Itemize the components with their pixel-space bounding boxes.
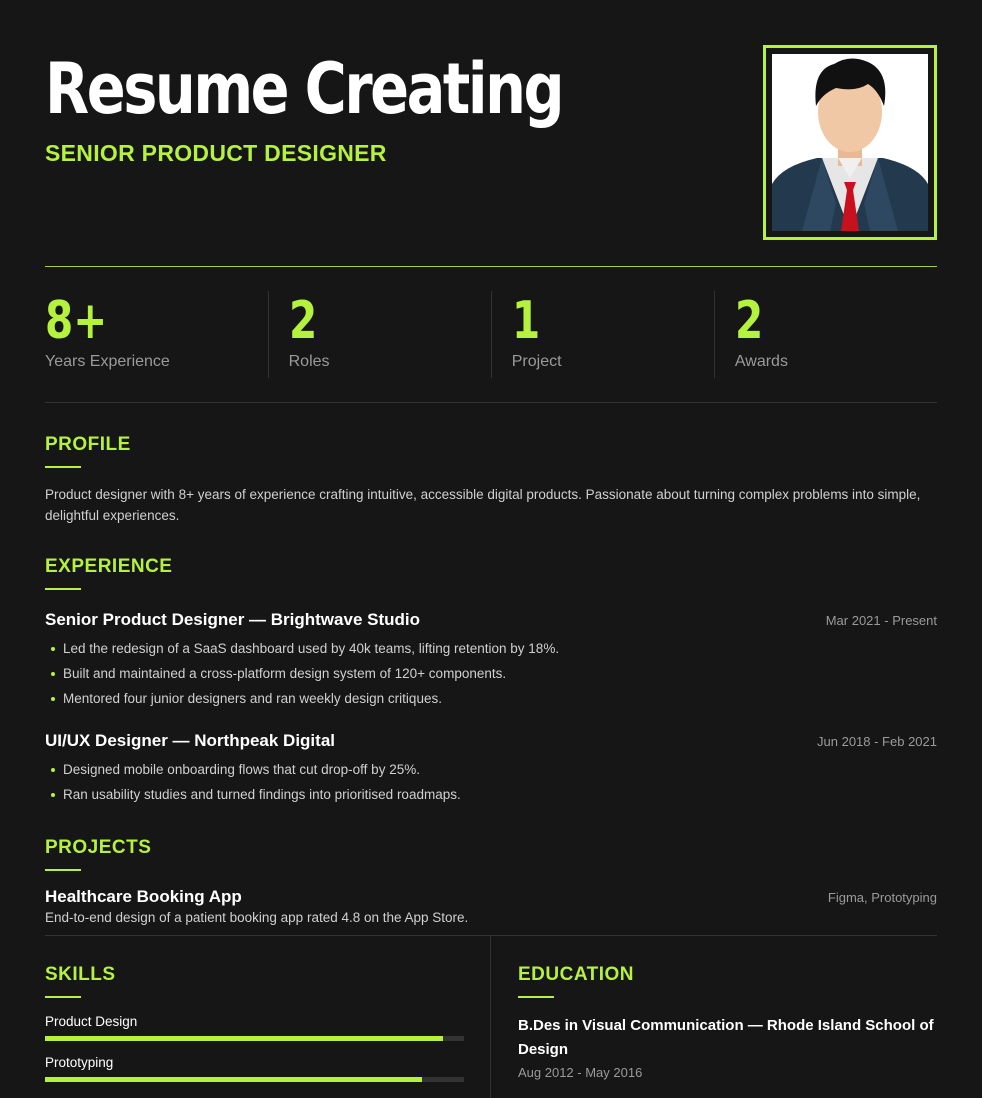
section-underline [45, 466, 81, 468]
stat-value: 1 [511, 291, 540, 351]
job-role: SENIOR PRODUCT DESIGNER [45, 140, 387, 166]
education-date: Aug 2012 - May 2016 [518, 1065, 643, 1080]
stat-roles [268, 291, 491, 378]
project-header [45, 887, 937, 907]
job-bullet: Built and maintained a cross-platform design system of 120+ components. [45, 661, 937, 686]
stat-label: Awards [734, 353, 788, 370]
stat-awards [714, 291, 937, 378]
section-heading: PROFILE [45, 434, 131, 455]
skill-name: Prototyping [45, 1055, 114, 1070]
job-title: Senior Product Designer — Brightwave Studio [45, 610, 420, 629]
skill-item [45, 1014, 463, 1041]
section-underline [45, 588, 81, 590]
skill-name: Product Design [45, 1014, 138, 1029]
job-bullet: Led the redesign of a SaaS dashboard used by 40k teams, lifting retention by 18%. [45, 636, 937, 661]
skill-bar-track [45, 1036, 464, 1041]
job-entry [45, 610, 937, 711]
job-header [45, 610, 937, 630]
project-tools: Figma, Prototyping [827, 890, 937, 905]
stat-projects [491, 291, 714, 378]
skill-bar-fill [45, 1036, 443, 1041]
skill-item [45, 1055, 463, 1082]
job-entry [45, 731, 937, 807]
education-entry [518, 1014, 937, 1080]
job-bullets [45, 636, 937, 711]
skills-section [45, 936, 491, 1098]
project-entry [45, 887, 937, 925]
job-bullets [45, 757, 937, 807]
section-underline [45, 869, 81, 871]
stat-years [45, 291, 268, 378]
stat-label: Roles [288, 353, 330, 370]
stat-value: 2 [734, 291, 764, 351]
header-divider [45, 266, 937, 267]
skill-bar-fill [45, 1077, 422, 1082]
education-degree: B.Des in Visual Communication — Rhode Island School of Design [518, 1017, 934, 1058]
resume-header [45, 0, 937, 266]
profile-section [45, 403, 937, 526]
skills-education-row [45, 935, 937, 1098]
person-avatar-icon [772, 54, 928, 231]
job-title: UI/UX Designer — Northpeak Digital [45, 731, 335, 750]
profile-photo [763, 45, 937, 240]
project-description: End-to-end design of a patient booking app rated 4.8 on the App Store. [45, 910, 469, 925]
section-heading: EXPERIENCE [45, 556, 173, 577]
project-name: Healthcare Booking App [45, 887, 242, 906]
job-bullet: Ran usability studies and turned findings into prioritised roadmaps. [45, 782, 937, 807]
section-underline [518, 996, 554, 998]
resume-title: Resume Creating [45, 48, 563, 130]
section-heading: PROJECTS [45, 837, 152, 858]
experience-section [45, 526, 937, 807]
stat-value: 2 [288, 291, 317, 351]
section-heading: SKILLS [45, 964, 116, 985]
job-header [45, 731, 937, 751]
stat-value: 8+ [45, 291, 108, 351]
profile-summary: Product designer with 8+ years of experience crafting intuitive, accessible digital products. Passionate about turning complex problems into simple, delightful experiences. [45, 487, 921, 523]
job-bullet: Mentored four junior designers and ran weekly design critiques. [45, 686, 937, 711]
projects-section [45, 807, 937, 925]
section-heading: EDUCATION [518, 964, 635, 985]
stat-label: Project [511, 353, 562, 370]
skill-bar-track [45, 1077, 464, 1082]
job-bullet: Designed mobile onboarding flows that cut drop-off by 25%. [45, 757, 937, 782]
stats-row [45, 267, 937, 402]
job-date: Mar 2021 - Present [825, 613, 937, 628]
job-date: Jun 2018 - Feb 2021 [817, 734, 937, 749]
stat-label: Years Experience [45, 353, 170, 370]
section-underline [45, 996, 81, 998]
education-section [491, 936, 937, 1098]
